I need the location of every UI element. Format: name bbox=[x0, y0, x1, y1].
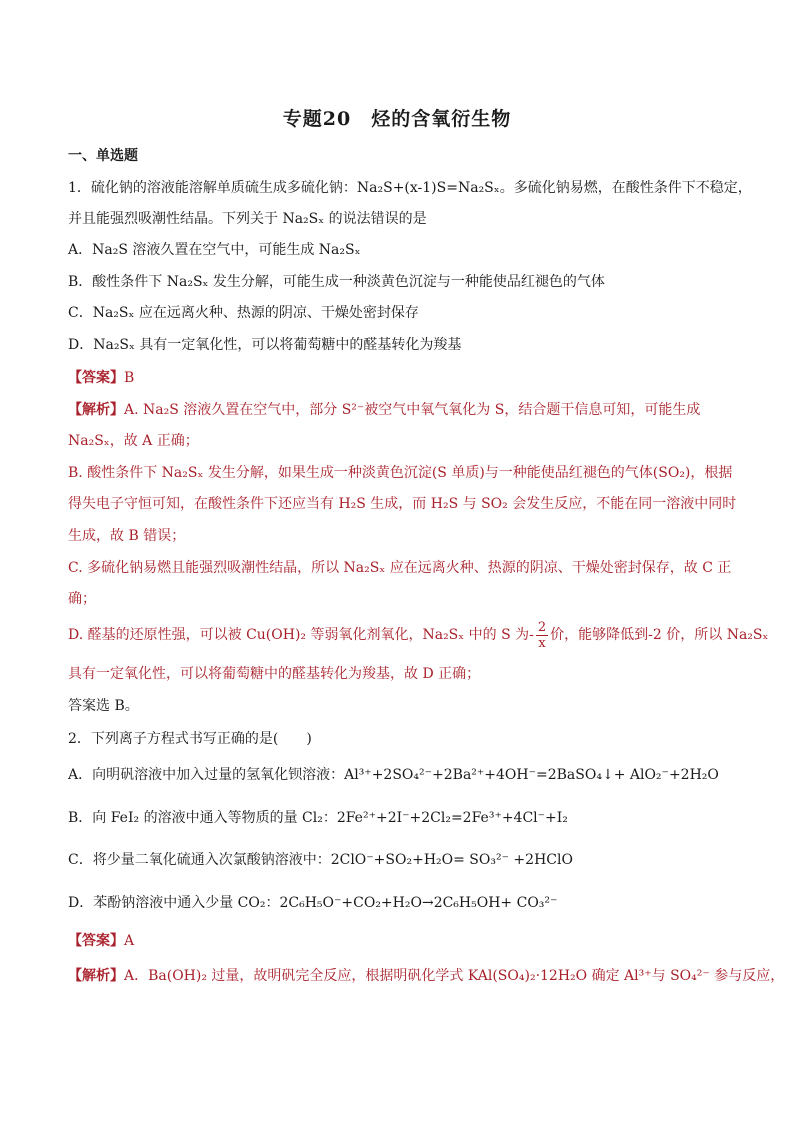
q2-analysis-line1 bbox=[68, 966, 785, 986]
q1-option-c: C．Na₂Sₓ 应在远离火种、热源的阴凉、干燥处密封保存 bbox=[68, 305, 419, 321]
q1-analysis-b-line1: B. 酸性条件下 Na₂Sₓ 发生分解，如果生成一种淡黄色沉淀(S 单质)与一种能使品红褪色的气体(SO₂)，根据 bbox=[68, 465, 733, 481]
q2-option-a: A．向明矾溶液中加入过量的氢氧化钡溶液：Al³⁺+2SO₄²⁻+2Ba²⁺+4OH⁻=2BaSO₄↓+ AlO₂⁻+2H₂O bbox=[68, 767, 719, 783]
q2-option-b: B．向 FeI₂ 的溶液中通入等物质的量 Cl₂：2Fe²⁺+2I⁻+2Cl₂=2Fe³⁺+4Cl⁻+I₂ bbox=[68, 810, 568, 826]
analysis-d-text-pre: D. 醛基的还原性强，可以被 Cu(OH)₂ 等弱氧化剂氧化，Na₂Sₓ 中的 S 为- bbox=[68, 627, 534, 643]
q2-option-c: C．将少量二氧化硫通入次氯酸钠溶液中：2ClO⁻+SO₂+H₂O= SO₃²⁻ +2HClO bbox=[68, 852, 573, 868]
q1-analysis-a-line2: Na₂Sₓ，故 A 正确； bbox=[68, 433, 199, 449]
q1-analysis-a-line1 bbox=[68, 400, 728, 420]
fraction-denominator: x bbox=[538, 635, 546, 651]
answer-tag: 【答案】 bbox=[68, 370, 124, 386]
analysis-text: A. Na₂S 溶液久置在空气中，部分 S²⁻被空气中氧气氧化为 S，结合题干信息可知，可能生成 bbox=[124, 402, 701, 418]
fraction bbox=[536, 620, 548, 651]
q1-conclusion: 答案选 B。 bbox=[68, 698, 139, 714]
page-title: 专题20 烃的含氧衍生物 bbox=[282, 108, 512, 130]
answer-tag: 【答案】 bbox=[68, 933, 124, 949]
q1-option-b: B．酸性条件下 Na₂Sₓ 发生分解，可能生成一种淡黄色沉淀与一种能使品红褪色的气体 bbox=[68, 274, 605, 290]
analysis-tag: 【解析】 bbox=[68, 402, 124, 418]
q1-answer bbox=[68, 368, 728, 388]
fraction-numerator: 2 bbox=[537, 619, 547, 635]
q1-analysis-d-line1 bbox=[68, 618, 769, 652]
q1-analysis-c-line2: 确； bbox=[68, 591, 96, 607]
q1-analysis-d-line2: 具有一定氧化性，可以将葡萄糖中的醛基转化为羧基，故 D 正确； bbox=[68, 666, 481, 682]
q2-stem: 2．下列离子方程式书写正确的是( ) bbox=[68, 731, 312, 747]
q2-option-d: D．苯酚钠溶液中通入少量 CO₂：2C₆H₅O⁻+CO₂+H₂O→2C₆H₅OH+ CO₃²⁻ bbox=[68, 895, 558, 911]
q1-option-d: D．Na₂Sₓ 具有一定氧化性，可以将葡萄糖中的醛基转化为羧基 bbox=[68, 337, 462, 353]
q1-analysis-b-line2: 得失电子守恒可知，在酸性条件下还应当有 H₂S 生成，而 H₂S 与 SO₂ 会发生反应，不能在同一溶液中同时 bbox=[68, 496, 737, 512]
q1-option-a: A．Na₂S 溶液久置在空气中，可能生成 Na₂Sₓ bbox=[68, 242, 361, 258]
answer-value: B bbox=[124, 370, 135, 386]
answer-value: A bbox=[124, 933, 135, 949]
q1-analysis-b-line3: 生成，故 B 错误； bbox=[68, 528, 186, 544]
analysis-tag: 【解析】 bbox=[68, 968, 124, 984]
section-heading: 一、单选题 bbox=[68, 148, 138, 164]
q1-analysis-c-line1: C. 多硫化钠易燃且能强烈吸潮性结晶，所以 Na₂Sₓ 应在远离火种、热源的阴凉、干燥处密封保存，故 C 正 bbox=[68, 560, 732, 576]
analysis-text: A．Ba(OH)₂ 过量，故明矾完全反应，根据明矾化学式 KAl(SO₄)₂·12H₂O 确定 Al³⁺与 SO₄²⁻ 参与反应， bbox=[124, 968, 785, 984]
q2-answer bbox=[68, 931, 728, 951]
q1-stem-line2: 并且能强烈吸潮性结晶。下列关于 Na₂Sₓ 的说法错误的是 bbox=[68, 211, 427, 227]
analysis-d-text-post: 价，能够降低到-2 价，所以 Na₂Sₓ bbox=[550, 627, 769, 643]
q1-stem-line1: 1．硫化钠的溶液能溶解单质硫生成多硫化钠：Na₂S+(x-1)S=Na₂Sₓ。多硫化钠易燃，在酸性条件下不稳定， bbox=[68, 180, 752, 196]
